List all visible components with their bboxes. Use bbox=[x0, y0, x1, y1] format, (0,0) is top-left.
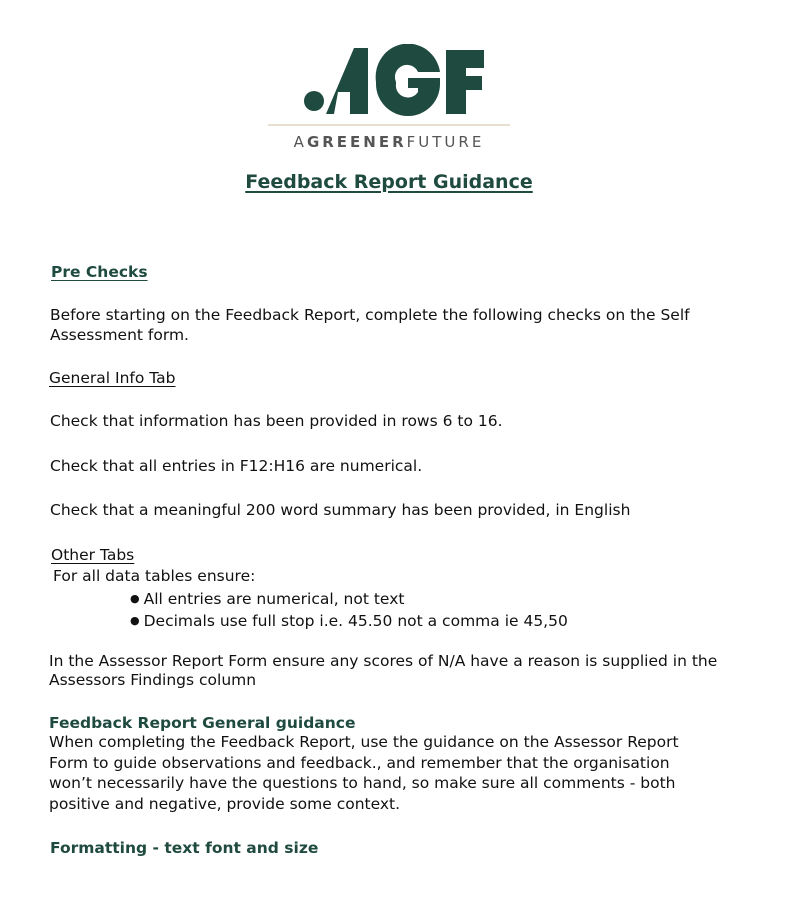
pre-checks-intro-line1: Before starting on the Feedback Report, complete the following checks on the Self bbox=[50, 306, 690, 324]
list-item: ● Decimals use full stop i.e. 45.50 not a comma ie 45,50 bbox=[130, 611, 568, 633]
logo-tagline: AGREENERFUTURE bbox=[293, 133, 485, 151]
check-numerical: Check that all entries in F12:H16 are numerical. bbox=[50, 457, 423, 475]
general-guidance-line2: Form to guide observations and feedback., and remember that the organisation bbox=[49, 754, 670, 772]
check-rows: Check that information has been provided in rows 6 to 16. bbox=[50, 412, 503, 430]
assessor-note-line2: Assessors Findings column bbox=[49, 671, 257, 689]
data-table-checklist bbox=[130, 589, 568, 633]
general-info-heading: General Info Tab bbox=[49, 369, 176, 387]
other-tabs-heading: Other Tabs bbox=[51, 546, 135, 564]
logo-letter-a bbox=[304, 48, 368, 114]
agf-logo bbox=[268, 44, 510, 152]
check-summary: Check that a meaningful 200 word summary has been provided, in English bbox=[50, 501, 631, 519]
list-item: ● All entries are numerical, not text bbox=[130, 589, 568, 611]
assessor-note-line1: In the Assessor Report Form ensure any scores of N/A have a reason is supplied in the bbox=[49, 652, 718, 670]
page-title: Feedback Report Guidance bbox=[245, 171, 533, 193]
general-guidance-line4: positive and negative, provide some context. bbox=[49, 795, 401, 813]
general-guidance-heading: Feedback Report General guidance bbox=[49, 714, 356, 732]
logo-letter-g bbox=[376, 44, 440, 116]
pre-checks-intro-line2: Assessment form. bbox=[50, 326, 189, 344]
logo-letter-f bbox=[446, 50, 484, 114]
general-guidance-line3: won’t necessarily have the questions to hand, so make sure all comments - both bbox=[49, 774, 676, 792]
general-guidance-line1: When completing the Feedback Report, use the guidance on the Assessor Report bbox=[49, 733, 679, 751]
other-tabs-intro: For all data tables ensure: bbox=[53, 567, 256, 585]
pre-checks-heading: Pre Checks bbox=[51, 263, 148, 281]
formatting-heading: Formatting - text font and size bbox=[50, 839, 319, 857]
